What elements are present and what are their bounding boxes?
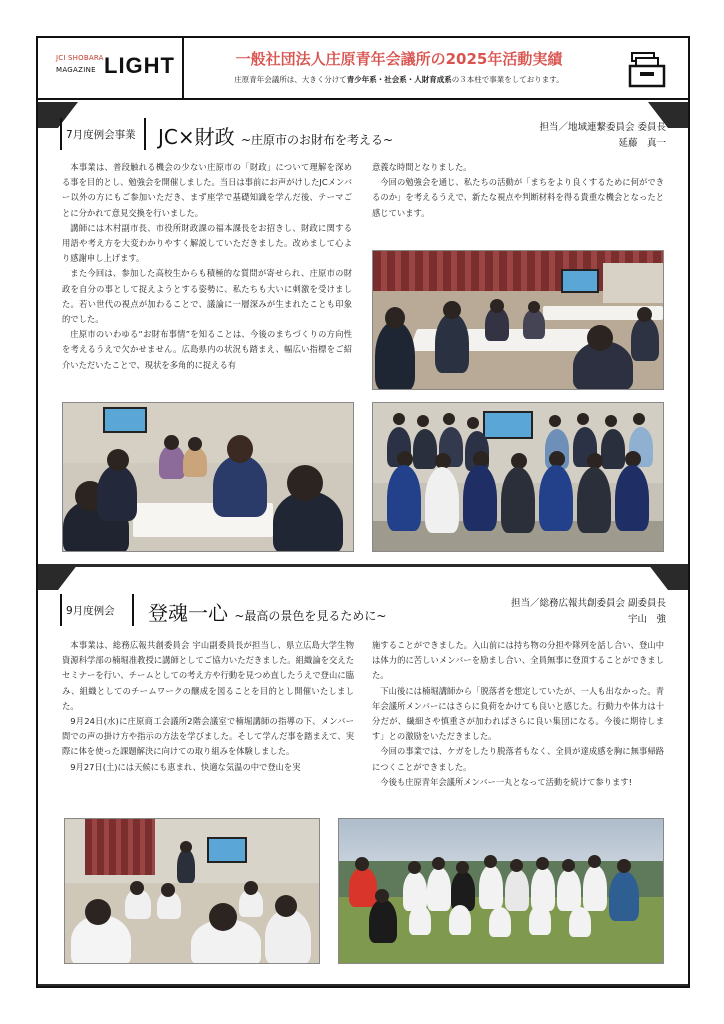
logo-light-text: LIGHT xyxy=(104,53,175,78)
paragraph: 9月27日(土)には天候にも恵まれ、快適な気温の中で登山を実 xyxy=(70,761,301,772)
paragraph: 本事業は、総務広報共創委員会 宇山副委員長が担当し、県立広島大学生物資源科学部の楠堀准教授に講師としてご協力いただきました。組織論を交えたセミナーを行い、チームとしての考え方や行動を見つめ直したうえで登山に臨み、組織としてのチームワークの醸成を図ることを目的とし開催いたしました。 xyxy=(62,640,354,711)
paragraph: 9月24日(水)に庄原商工会議所2階会議室で楠堀講師の指導の下、メンバー間での声の掛け方や指示の方法を学びました。そして学んだ事を踏まえて、実際に体を使った課題解決に向けての取り組みを体験しました。 xyxy=(62,716,354,757)
section1-role: 担当／地域連繋委員会 委員長 延藤 真一 xyxy=(539,122,666,149)
photo-seminar xyxy=(64,818,320,964)
section2-tag: 9月度例会 xyxy=(66,605,115,617)
paragraph: 下山後には楠堀講師から「脱落者を想定していたが、一人も出なかった。青年会議所メンバーにはさらに負荷をかけても良いと感じた。行動力や体力は十分だが、繊細さや慎重さが加わればさらに良い集団になる。今後に期待します」との激励をいただきました。 xyxy=(372,685,664,742)
photo-group-discussion xyxy=(62,402,354,552)
paragraph: 本事業は、普段触れる機会の少ない庄原市の「財政」について理解を深める事を目的とし、勉強会を開催しました。当日は事前にお声がけしたJCメンバー以外の方にもご参加いただき、まず座学で基礎知識を学んだ後、テーマごとに分かれて意見交換を行いました。 xyxy=(62,162,352,218)
section2-left-column xyxy=(62,638,354,775)
logo-jci-text: JCI SHOBARA xyxy=(56,54,104,62)
page-title: 一般社団法人庄原青年会議所の2025年活動実績 xyxy=(235,50,563,68)
paragraph: 施することができました。入山前には持ち物の分担や隊列を話し合い、登山中は体力的に苦しいメンバーを励まし合い、全員無事に登頂することができました。 xyxy=(372,640,664,681)
section1-right-column xyxy=(372,160,664,221)
logo-magazine-text: MAGAZINE xyxy=(56,66,96,74)
section1-title: JC×財政 ~庄原市のお財布を考える~ xyxy=(158,125,394,149)
paragraph: また今回は、参加した高校生からも積極的な質問が寄せられ、庄原市の財政を自分の事として捉えようとする姿勢に、私たちも大いに刺激を受けました。若い世代の視点が加わることで、議論に一層深みが生まれたことも印象的でした。 xyxy=(62,268,352,325)
photo-mountain-summit xyxy=(338,818,664,964)
paragraph: 意義な時間となりました。 xyxy=(372,162,472,172)
paragraph: 今後も庄原青年会議所メンバー一丸となって活動を続けて参ります! xyxy=(380,776,632,787)
page-frame xyxy=(36,36,690,988)
paragraph: 庄原市のいわゆる“お財布事情”を知ることは、今後のまちづくりの方向性を考えるうえで欠かせません。広島県内の状況も踏まえ、幅広い指標をご紹介いただいたことで、現状を多角的に捉える有 xyxy=(62,329,352,370)
paragraph: 今回の勉強会を通じ、私たちの活動が「まちをより良くするために何ができるのか」を考えるうえで、新たな視点や判断材料を得る貴重な機会となったと感じています。 xyxy=(372,177,664,218)
section1-left-column xyxy=(62,160,352,373)
paragraph: 講師には木村副市長、市役所財政課の福本課長をお招きし、財政に関する用語や考え方を大変わかりやすく解説していただきました。改めまして心より感謝申し上げます。 xyxy=(62,222,352,264)
section2-right-column xyxy=(372,638,664,790)
section2-bracket-right xyxy=(132,594,134,626)
section-divider xyxy=(38,564,688,590)
magazine-header xyxy=(38,38,688,100)
paragraph: 今回の事業では、ケガをしたり脱落者もなく、全員が達成感を胸に無事帰路につくことができました。 xyxy=(372,746,664,772)
page-subtitle: 庄原青年会議所は、大きく分けて青少年系・社会系・人財育成系の３本柱で事業をしております。 xyxy=(234,75,564,84)
section1-bracket-right xyxy=(144,118,146,150)
photo-group-portrait xyxy=(372,402,664,552)
file-drawer-icon xyxy=(628,50,666,88)
section2-role: 担当／総務広報共創委員会 副委員長 宇山 強 xyxy=(510,598,666,625)
section1-tag: 7月度例会事業 xyxy=(66,129,136,141)
section2-title: 登魂一心 ~最高の景色を見るために~ xyxy=(148,601,387,625)
photo-meeting-room xyxy=(372,250,664,390)
magazine-logo xyxy=(38,38,184,100)
bottom-rule xyxy=(38,984,688,988)
